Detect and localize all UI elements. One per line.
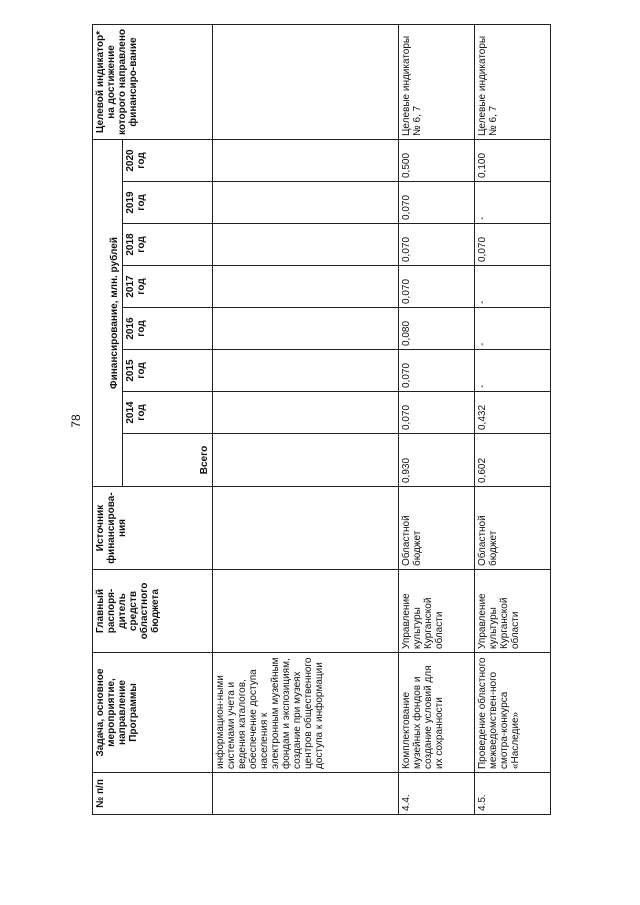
cell-year-value: 0,070 bbox=[399, 392, 475, 434]
table-row-4-4 bbox=[399, 25, 475, 815]
header-year: 2020 год bbox=[123, 140, 213, 182]
cell-year-value: - bbox=[475, 182, 551, 224]
table-row-continuation bbox=[213, 25, 399, 815]
cell-year-value bbox=[213, 182, 399, 224]
cell-year-value: - bbox=[475, 350, 551, 392]
cell-source bbox=[213, 487, 399, 570]
cell-task: Комплектование музейных фондов и создание условий для их сохранности bbox=[399, 653, 475, 773]
cell-year-value bbox=[213, 224, 399, 266]
cell-year-value bbox=[213, 308, 399, 350]
header-year: 2017 год bbox=[123, 266, 213, 308]
cell-manager bbox=[213, 570, 399, 653]
cell-task: информацион-ными системами учета и ведения каталогов, обеспечение доступа населения к электронным музейным фондам и экспозициям, создание при музеях центров общественного доступа к информации bbox=[213, 653, 399, 773]
cell-year-value: 0,500 bbox=[399, 140, 475, 182]
cell-year-value: 0,070 bbox=[475, 224, 551, 266]
cell-year-value bbox=[213, 266, 399, 308]
cell-task: Проведение областного межведомствен-ного смотра-конкурса «Наследие» bbox=[475, 653, 551, 773]
cell-total: 0,602 bbox=[475, 434, 551, 487]
cell-num bbox=[213, 773, 399, 815]
header-source: Источник финансирова-ния bbox=[93, 487, 213, 570]
header-year: 2019 год bbox=[123, 182, 213, 224]
rotated-page-content bbox=[92, 25, 620, 815]
cell-num: 4.4. bbox=[399, 773, 475, 815]
cell-source: Областной бюджет bbox=[399, 487, 475, 570]
header-year: 2016 год bbox=[123, 308, 213, 350]
cell-indicator bbox=[213, 25, 399, 140]
cell-indicator: Целевые индикаторы № 6, 7 bbox=[475, 25, 551, 140]
cell-year-value: 0,432 bbox=[475, 392, 551, 434]
header-total: Всего bbox=[123, 434, 213, 487]
cell-total bbox=[213, 434, 399, 487]
cell-year-value: - bbox=[475, 266, 551, 308]
cell-year-value: 0,070 bbox=[399, 224, 475, 266]
header-task: Задача, основное мероприятие, направление Программы bbox=[93, 653, 213, 773]
header-manager: Главный распоря-дитель средств областного бюджета bbox=[93, 570, 213, 653]
cell-year-value: 0,070 bbox=[399, 350, 475, 392]
cell-num: 4.5. bbox=[475, 773, 551, 815]
table-row-4-5 bbox=[475, 25, 551, 815]
cell-source: Областной бюджет bbox=[475, 487, 551, 570]
header-num: № п/п bbox=[93, 773, 213, 815]
header-year: 2015 год bbox=[123, 350, 213, 392]
header-financing: Финансирование, млн. рублей bbox=[93, 140, 123, 487]
cell-manager: Управление культуры Курганской области bbox=[475, 570, 551, 653]
cell-indicator: Целевые индикаторы № 6, 7 bbox=[399, 25, 475, 140]
header-year: 2018 год bbox=[123, 224, 213, 266]
cell-year-value: - bbox=[475, 308, 551, 350]
header-indicator: Целевой индикатор* на достижение которого направлено финансиро-вание bbox=[93, 25, 213, 140]
cell-manager: Управление культуры Курганской области bbox=[399, 570, 475, 653]
header-year: 2014 год bbox=[123, 392, 213, 434]
cell-year-value: 0,070 bbox=[399, 266, 475, 308]
cell-total: 0,930 bbox=[399, 434, 475, 487]
cell-year-value: 0,070 bbox=[399, 182, 475, 224]
financing-table bbox=[92, 24, 551, 815]
page-number: 78 bbox=[69, 414, 83, 428]
cell-year-value bbox=[213, 350, 399, 392]
cell-year-value: 0,080 bbox=[399, 308, 475, 350]
cell-year-value: 0,100 bbox=[475, 140, 551, 182]
cell-year-value bbox=[213, 392, 399, 434]
cell-year-value bbox=[213, 140, 399, 182]
